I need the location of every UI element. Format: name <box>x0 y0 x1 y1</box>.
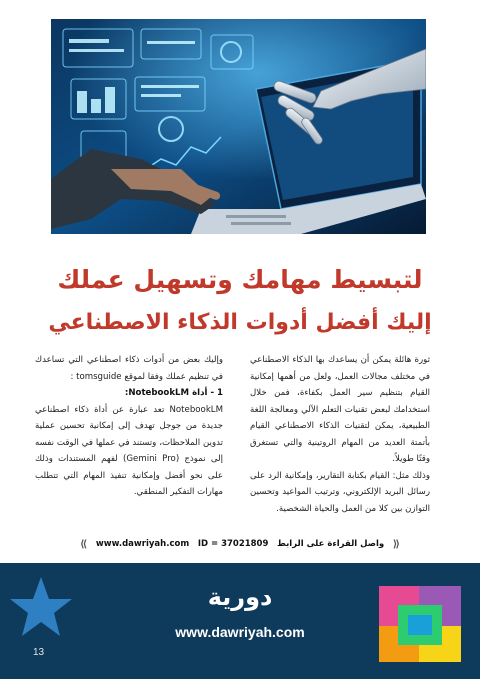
headline-line1: لتبسيط مهامك وتسهيل عملك <box>57 265 423 294</box>
footer-site[interactable]: www.dawriyah.com <box>175 624 305 640</box>
article-id: ID = 37021809 <box>197 539 269 549</box>
brand-name: دورية <box>207 583 273 611</box>
paragraph: وذلك مثل: القيام بكتابة التقارير، وإمكانية الرد على رسائل البريد الإلكتروني، وترتيب المواعيد وتحسين التوازن بين كلا من العمل والحياة الشخصية. <box>250 470 430 514</box>
star-icon <box>10 577 72 636</box>
footer <box>0 563 480 679</box>
continue-reading-bar <box>80 536 400 552</box>
headline-line2: إليك أفضل أدوات الذكاء الاصطناعي <box>48 310 432 335</box>
section-heading: 1 - أداة NotebookLM: <box>124 388 223 398</box>
paragraph: NotebookLM تعد عبارة عن أداة ذكاء اصطناعي جديدة من جوجل تهدف إلى إمكانية تحسين عملية تدوين الملاحظات، وتستند في عملها في الوقت نفسه إلى نموذج (Gemini Pro) لفهم المستندات وذلك على نحو أفضل وإمكانية تنفيذ المهام التي تتطلب مهارات التفكير المنطقي. <box>35 404 223 497</box>
continue-reading-label: واصل القراءة على الرابط <box>277 539 385 549</box>
tiles-logo-icon <box>379 586 461 662</box>
article-link[interactable]: www.dawriyah.com <box>95 539 190 549</box>
hero-image <box>51 19 426 234</box>
footer-graphics <box>0 563 480 679</box>
paragraph: ثورة هائلة يمكن أن يساعدك بها الذكاء الاصطناعي في مختلف مجالات العمل، ولعل من أهمها إمكانية القيام بتنظيم سير العمل بكفاءة، فمن خلال استخدامك لبعض تقنيات التعلم الآلي ومعالجة اللغة الطبيعية، يمكن لتقنيات الذكاء الاصطناعي القيام بأتمتة العديد من المهام الروتينية والتي تستغرق وقتًا طويلاً. <box>250 355 430 464</box>
robot-hand-laptop-illustration <box>51 19 426 234</box>
ornament-icon: ⟫ <box>80 538 88 550</box>
article-column-right <box>250 352 430 517</box>
page-number: 13 <box>33 647 45 658</box>
article-column-left <box>35 352 223 501</box>
ornament-icon: ⟪ <box>392 538 400 550</box>
paragraph: وإليك بعض من أدوات ذكاء اصطناعي التي تساعدك في تنظيم عملك وفقا لموقع tomsguide : <box>35 355 223 382</box>
